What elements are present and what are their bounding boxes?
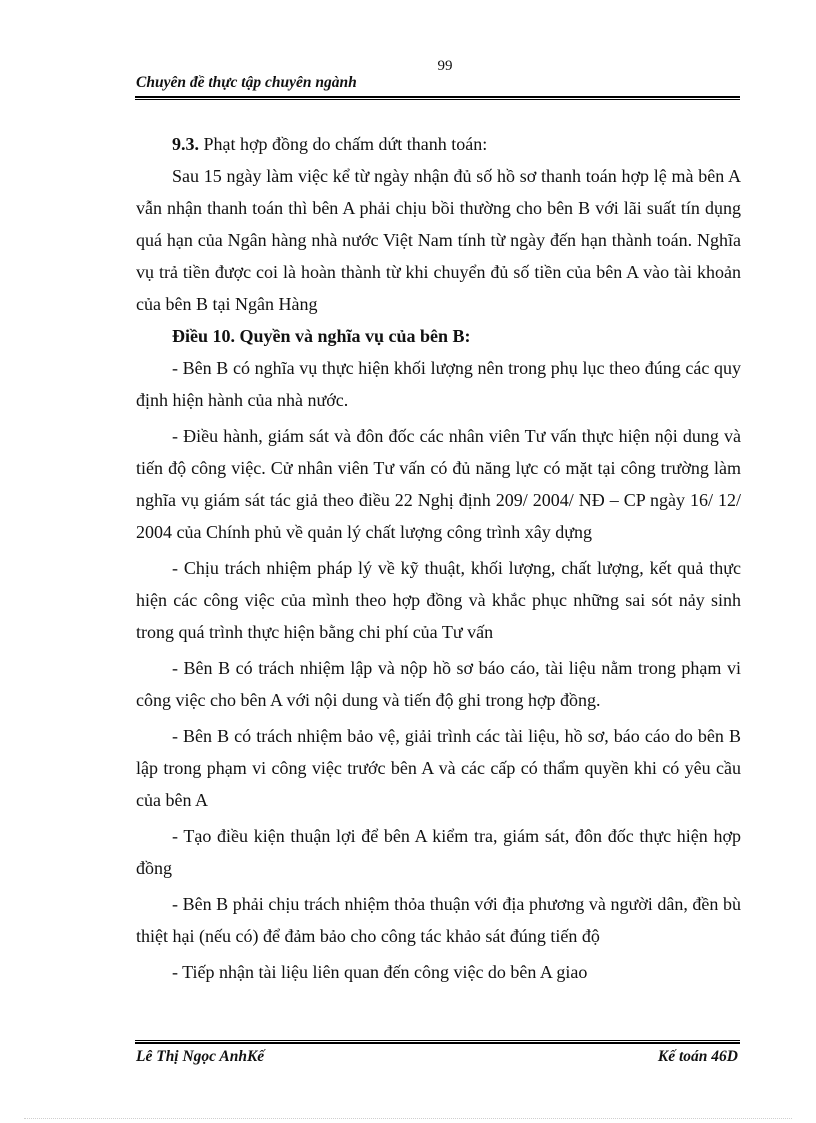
document-body: [136, 128, 741, 988]
list-item: - Chịu trách nhiệm pháp lý về kỹ thuật, khối lượng, chất lượng, kết quả thực hiện các công việc của mình theo hợp đồng và khắc phục những sai sót nảy sinh trong quá trình thực hiện bằng chi phí của Tư vấn: [136, 558, 741, 642]
list-item: - Điều hành, giám sát và đôn đốc các nhân viên Tư vấn thực hiện nội dung và tiến độ công việc. Cử nhân viên Tư vấn có đủ năng lực có mặt tại công trường làm nghĩa vụ giám sát tác giả theo điều 22 Nghị định 209/ 2004/ NĐ – CP ngày 16/ 12/ 2004 của Chính phủ về quản lý chất lượng công trình xây dựng: [136, 426, 741, 542]
header-rule: [135, 96, 740, 100]
header-title: Chuyên đề thực tập chuyên ngành: [136, 74, 357, 91]
footer-rule: [135, 1040, 740, 1044]
list-item: - Tạo điều kiện thuận lợi để bên A kiểm tra, giám sát, đôn đốc thực hiện hợp đồng: [136, 826, 741, 878]
list-item: - Bên B phải chịu trách nhiệm thỏa thuận với địa phương và người dân, đền bù thiệt hại (nếu có) để đảm bảo cho công tác khảo sát đúng tiến độ: [136, 894, 741, 946]
list-item: - Tiếp nhận tài liệu liên quan đến công việc do bên A giao: [172, 962, 588, 982]
list-item: - Bên B có trách nhiệm bảo vệ, giải trình các tài liệu, hồ sơ, báo cáo do bên B lập trong phạm vi công việc trước bên A và các cấp có thẩm quyền khi có yêu cầu của bên A: [136, 726, 741, 810]
paragraph: Sau 15 ngày làm việc kể từ ngày nhận đủ số hồ sơ thanh toán hợp lệ mà bên A vẫn nhận thanh toán thì bên A phải chịu bồi thường cho bên B với lãi suất tín dụng quá hạn của Ngân hàng nhà nước Việt Nam tính từ ngày đến hạn thành toán. Nghĩa vụ trả tiền được coi là hoàn thành từ khi chuyển đủ số tiền của bên A vào tài khoản của bên B tại Ngân Hàng: [136, 166, 741, 314]
section-number: 9.3.: [172, 134, 199, 154]
section-heading: [136, 128, 741, 160]
footer-class: Kế toán 46D: [657, 1048, 738, 1065]
list-item: - Bên B có trách nhiệm lập và nộp hồ sơ báo cáo, tài liệu nằm trong phạm vi công việc cho bên A với nội dung và tiến độ ghi trong hợp đồng.: [136, 658, 741, 710]
list-item: - Bên B có nghĩa vụ thực hiện khối lượng nên trong phụ lục theo đúng các quy định hiện hành của nhà nước.: [136, 358, 741, 410]
footer-author: Lê Thị Ngọc AnhKế: [136, 1048, 265, 1065]
page-edge: [24, 1118, 792, 1119]
section-title: Phạt hợp đồng do chấm dứt thanh toán:: [199, 134, 488, 154]
page-number: 99: [437, 58, 453, 74]
article-heading: Điều 10. Quyền và nghĩa vụ của bên B:: [172, 326, 471, 346]
